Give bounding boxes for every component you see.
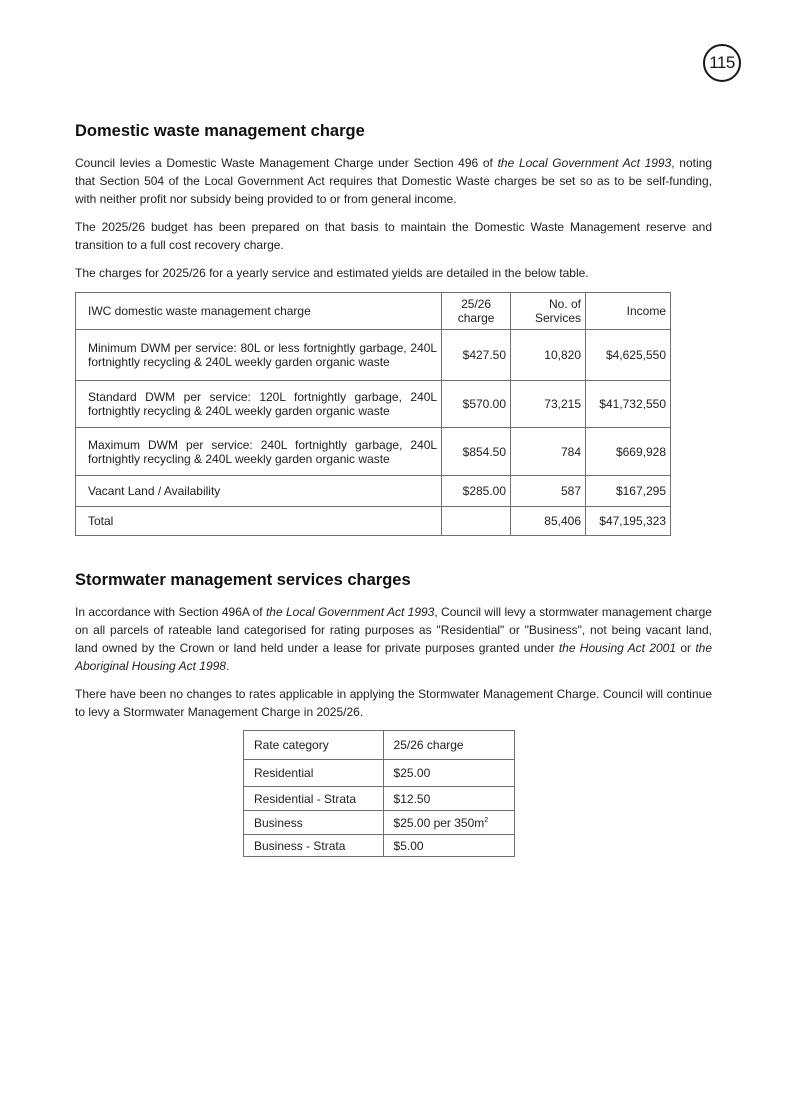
stormwater-row-charge-superscript: 2: [484, 816, 489, 824]
table-row: [76, 507, 671, 536]
table-row: [244, 811, 515, 835]
stormwater-paragraph-1-act-2: the Housing Act 2001: [558, 641, 677, 655]
stormwater-paragraph-1-text-d: .: [225, 659, 230, 673]
dwm-paragraph-1: [75, 154, 712, 208]
dwm-header-description: IWC domestic waste management charge: [76, 293, 442, 330]
dwm-row-charge: $427.50: [442, 330, 511, 381]
stormwater-paragraph-1-act-1: the Local Government Act 1993: [265, 605, 435, 619]
dwm-row-income: $41,732,550: [586, 381, 671, 428]
stormwater-paragraph-1: [75, 603, 712, 675]
table-row: [244, 787, 515, 811]
dwm-row-income: $167,295: [586, 476, 671, 507]
dwm-header-services-line1: No. of: [548, 297, 581, 311]
dwm-header-charge-line1: 25/26: [461, 297, 492, 311]
stormwater-row-category: Business - Strata: [244, 835, 384, 857]
dwm-row-services: 73,215: [511, 381, 586, 428]
stormwater-paragraph-1-text-b: , Council will levy a stormwater management charge on all parcels of rateable land categorised for rating purposes as "Residential" or "Business", not being vacant land, land owned by the Crown or land held under a lease for private purposes granted under: [75, 605, 712, 655]
dwm-total-income: $47,195,323: [586, 507, 671, 536]
dwm-paragraph-2: The 2025/26 budget has been prepared on that basis to maintain the Domestic Waste Management reserve and transition to a full cost recovery charge.: [75, 220, 712, 252]
table-row: [76, 381, 671, 428]
dwm-row-services: 784: [511, 428, 586, 476]
dwm-total-charge: [442, 507, 511, 536]
stormwater-row-charge-value: $5.00: [393, 838, 424, 853]
dwm-paragraph-3: The charges for 2025/26 for a yearly service and estimated yields are detailed in the below table.: [75, 266, 589, 280]
page-number-text: 115: [709, 53, 735, 72]
dwm-row-charge: $285.00: [442, 476, 511, 507]
dwm-charges-table: [75, 292, 671, 536]
stormwater-row-charge: [383, 811, 514, 835]
stormwater-row-category: Residential - Strata: [244, 787, 384, 811]
stormwater-table-header-row: [244, 731, 515, 760]
stormwater-row-category: Business: [244, 811, 384, 835]
stormwater-row-charge-value: $25.00 per 350m: [393, 815, 485, 830]
stormwater-row-charge: [383, 787, 514, 811]
stormwater-row-charge: [383, 835, 514, 857]
dwm-row-income: $4,625,550: [586, 330, 671, 381]
dwm-header-charge: [442, 293, 511, 330]
stormwater-paragraph-2: There have been no changes to rates applicable in applying the Stormwater Management Charge. Council will continue to levy a Stormwater Management Charge in 2025/26.: [75, 687, 712, 719]
stormwater-row-category: Residential: [244, 760, 384, 787]
dwm-row-income: $669,928: [586, 428, 671, 476]
dwm-paragraph-1-act: the Local Government Act 1993: [497, 156, 672, 170]
dwm-row-description: Maximum DWM per service: 240L fortnightly garbage, 240L fortnightly recycling & 240L weekly garden organic waste: [76, 428, 442, 476]
dwm-total-services: 85,406: [511, 507, 586, 536]
dwm-header-charge-line2: charge: [457, 311, 495, 325]
stormwater-row-charge-value: $12.50: [393, 791, 431, 806]
stormwater-charges-table: [243, 730, 515, 857]
table-row: [76, 330, 671, 381]
table-row: [76, 476, 671, 507]
stormwater-paragraph-1-text-a: In accordance with Section 496A of: [75, 605, 266, 619]
table-row: [244, 760, 515, 787]
stormwater-heading: Stormwater management services charges: [75, 571, 411, 589]
dwm-row-services: 587: [511, 476, 586, 507]
dwm-header-services: [511, 293, 586, 330]
dwm-row-services: 10,820: [511, 330, 586, 381]
dwm-row-description: Standard DWM per service: 120L fortnightly garbage, 240L fortnightly recycling & 240L weekly garden organic waste: [76, 381, 442, 428]
dwm-row-description: Vacant Land / Availability: [76, 476, 442, 507]
table-row: [244, 835, 515, 857]
stormwater-paragraph-1-act-3: the Aboriginal Housing Act 1998: [75, 641, 712, 673]
dwm-heading: Domestic waste management charge: [75, 122, 365, 140]
stormwater-paragraph-1-text-c: or: [676, 641, 696, 655]
stormwater-row-charge: [383, 760, 514, 787]
table-row: [76, 428, 671, 476]
dwm-paragraph-1-text-a: Council levies a Domestic Waste Management Charge under Section 496 of: [75, 156, 498, 170]
dwm-header-income: Income: [586, 293, 671, 330]
stormwater-header-category: Rate category: [244, 731, 384, 760]
stormwater-header-charge: 25/26 charge: [383, 731, 514, 760]
dwm-row-description: Minimum DWM per service: 80L or less fortnightly garbage, 240L fortnightly recycling & 240L weekly garden organic waste: [76, 330, 442, 381]
page-number: [703, 44, 741, 82]
dwm-row-charge: $854.50: [442, 428, 511, 476]
dwm-total-label: Total: [76, 507, 442, 536]
dwm-paragraph-1-text-b: , noting that Section 504 of the Local Government Act requires that Domestic Waste charges be set so as to be self-funding, with neither profit nor subsidy being provided to or from general income.: [75, 156, 713, 206]
stormwater-row-charge-value: $25.00: [393, 766, 431, 780]
dwm-header-services-line2: Services: [534, 311, 581, 325]
dwm-row-charge: $570.00: [442, 381, 511, 428]
dwm-table-header-row: [76, 293, 671, 330]
